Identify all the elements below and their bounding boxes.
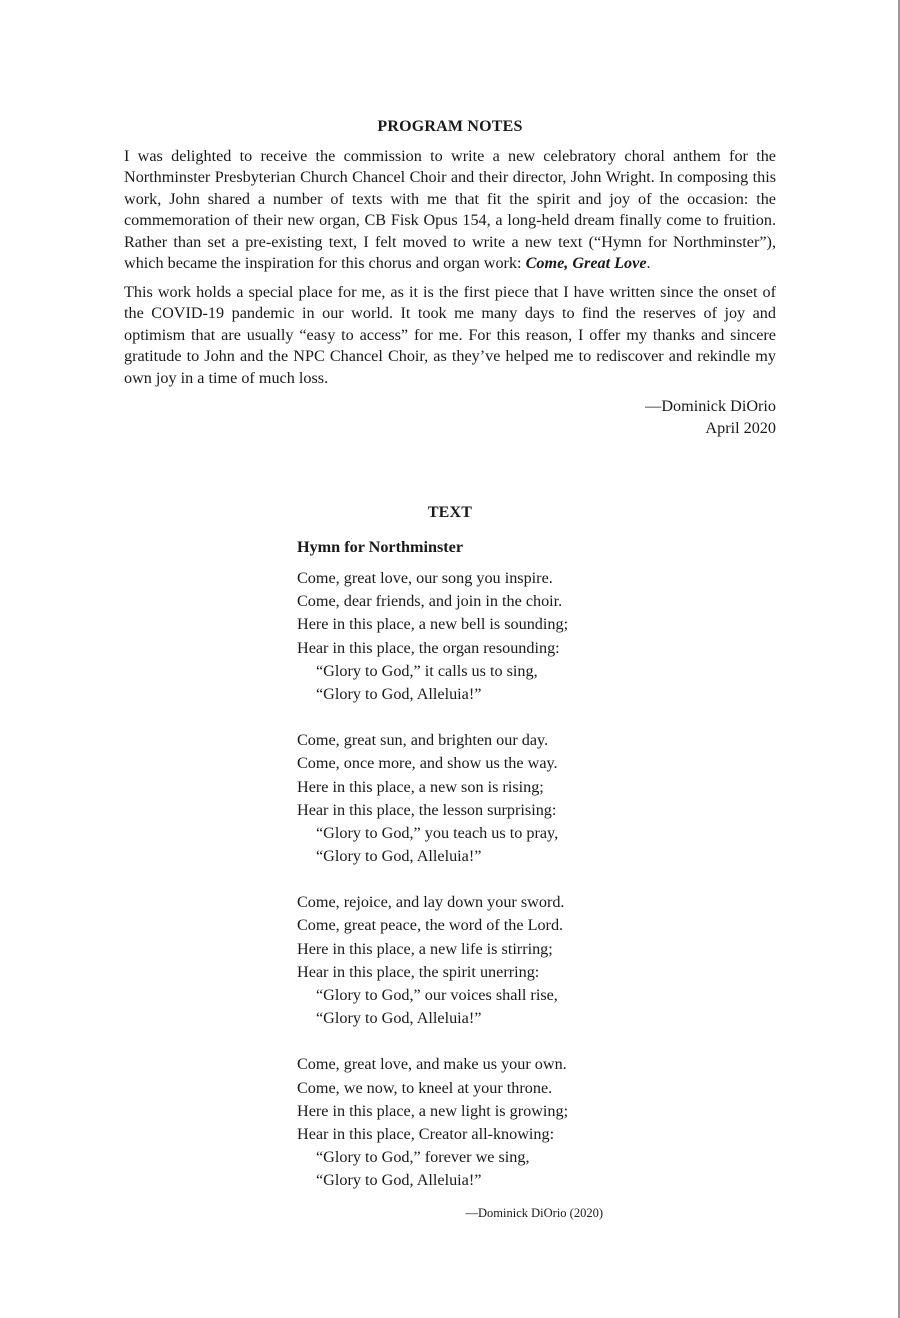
hymn-line: Here in this place, a new light is growing; — [297, 1101, 569, 1120]
hymn-refrain-line: “Glory to God,” our voices shall rise, — [316, 986, 558, 1004]
hymn-line: Come, great sun, and brighten our day. — [297, 731, 549, 750]
hymn-line: Here in this place, a new bell is sounding; — [297, 615, 569, 634]
stanza-4 — [297, 1053, 717, 1192]
hymn-line: Hear in this place, the lesson surprising: — [297, 800, 557, 819]
signature-block — [124, 396, 776, 439]
signature-name: —Dominick DiOrio — [645, 397, 776, 415]
hymn-refrain-line: “Glory to God, Alleluia!” — [316, 684, 482, 703]
work-title: Come, Great Love — [525, 254, 647, 272]
hymn-line: Hear in this place, the organ resounding: — [297, 638, 560, 657]
program-notes-paragraph-2: This work holds a special place for me, as it is the first piece that I have written since the onset of the COVID-19 pandemic in our world. It took me many days to find the reserves of joy and optimism that are usually “easy to access” for me. For this reason, I offer my thanks and sincere gratitude to John and the NPC Chancel Choir, as they’ve helped me to rediscover and rekindle my own joy in a time of much loss. — [124, 282, 776, 387]
hymn-line: Here in this place, a new son is rising; — [297, 777, 544, 796]
hymn-line: Hear in this place, Creator all-knowing: — [297, 1124, 555, 1143]
program-notes-heading: PROGRAM NOTES — [377, 118, 523, 135]
hymn-line: Hear in this place, the spirit unerring: — [297, 962, 540, 981]
hymn-refrain-line: “Glory to God,” it calls us to sing, — [316, 661, 538, 680]
hymn-line: Come, great love, and make us your own. — [297, 1055, 567, 1074]
program-notes-section — [124, 116, 776, 439]
text-section — [297, 504, 717, 1221]
hymn-line: Come, dear friends, and join in the choir. — [297, 592, 563, 611]
text-heading: TEXT — [427, 504, 473, 521]
program-notes-paragraph-1 — [124, 146, 776, 275]
hymn-refrain-line: “Glory to God,” forever we sing, — [316, 1148, 530, 1167]
hymn-title: Hymn for Northminster — [297, 538, 464, 556]
hymn-line: Come, we now, to kneel at your throne. — [297, 1078, 553, 1097]
hymn-refrain-line: “Glory to God, Alleluia!” — [316, 847, 482, 866]
stanza-2 — [297, 729, 717, 868]
stanza-1 — [297, 567, 717, 706]
hymn-line: Here in this place, a new life is stirring; — [297, 939, 553, 958]
hymn-line: Come, once more, and show us the way. — [297, 754, 558, 773]
hymn-line: Come, great love, our song you inspire. — [297, 569, 553, 587]
paragraph-1-text: I was delighted to receive the commission to write a new celebratory choral anthem for the Northminster Presbyterian Church Chancel Choir and their director, John Wright. In composing this work, John shared a number of texts with me that fit the spirit and joy of the occasion: the commemoration of their new organ, CB Fisk Opus 154, a long-held dream finally come to fruition. Rather than set a pre-existing text, I felt moved to write a new text (“Hymn for Northminster”), which became the inspiration for this chorus and organ work: — [124, 146, 776, 272]
text-credit: —Dominick DiOrio (2020) — [465, 1205, 603, 1220]
signature-date: April 2020 — [705, 418, 776, 437]
paragraph-1-end: . — [646, 254, 651, 272]
hymn-refrain-line: “Glory to God,” you teach us to pray, — [316, 823, 559, 842]
hymn-refrain-line: “Glory to God, Alleluia!” — [316, 1009, 482, 1028]
hymn-refrain-line: “Glory to God, Alleluia!” — [316, 1171, 482, 1190]
stanza-3 — [297, 891, 717, 1030]
hymn-line: Come, great peace, the word of the Lord. — [297, 916, 564, 935]
hymn-line: Come, rejoice, and lay down your sword. — [297, 893, 565, 912]
